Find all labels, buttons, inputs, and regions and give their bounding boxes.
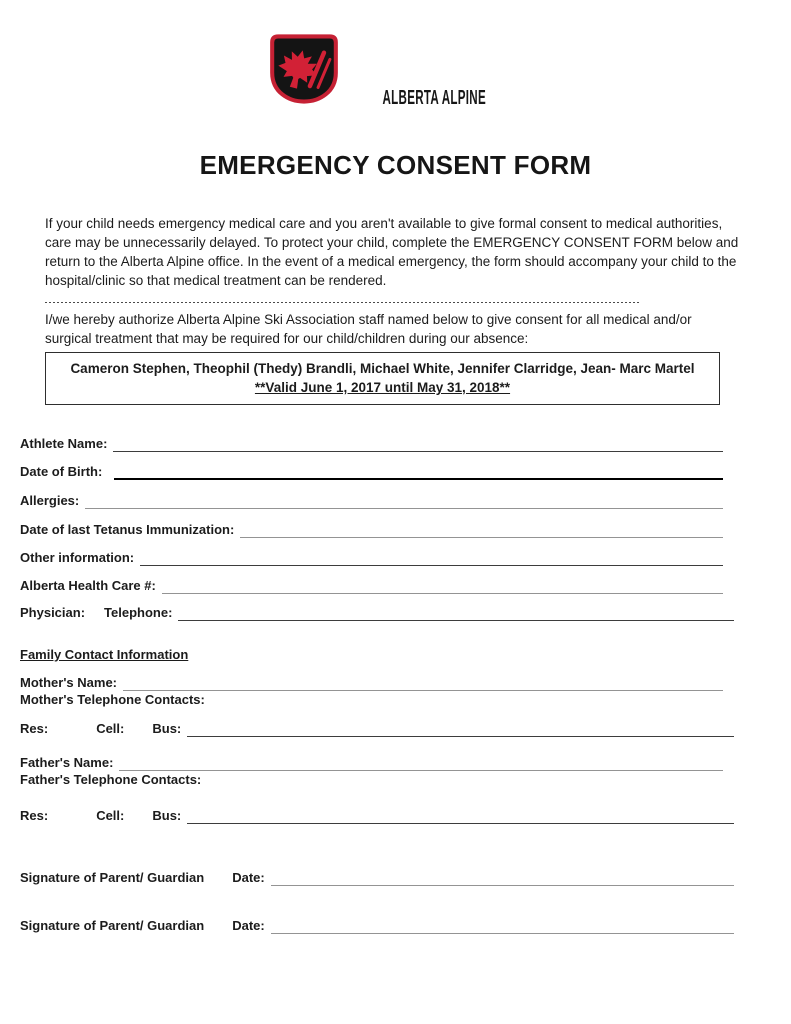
father-name-blank-line xyxy=(119,755,723,771)
date-label: Date: xyxy=(232,870,265,885)
allergies-label: Allergies: xyxy=(20,493,80,508)
bus-label: Bus: xyxy=(152,721,182,736)
alberta-alpine-logo xyxy=(0,0,791,109)
dashed-separator xyxy=(45,302,639,304)
allergies-blank-line xyxy=(85,493,723,509)
bus-label: Bus: xyxy=(152,808,182,823)
allergies-row xyxy=(20,492,723,509)
alberta-health-care-row xyxy=(20,577,723,594)
page-title: EMERGENCY CONSENT FORM xyxy=(199,150,592,180)
telephone-label: Telephone: xyxy=(104,605,173,620)
alberta-health-care-label: Alberta Health Care #: xyxy=(20,578,156,593)
staff-names: Cameron Stephen, Theophil (Thedy) Brandli, Michael White, Jennifer Clarridge, Jean- Marc Martel xyxy=(70,361,695,376)
res-label: Res: xyxy=(20,808,49,823)
date-of-birth-label: Date of Birth: xyxy=(20,464,103,479)
mother-res-cell-bus-row xyxy=(20,720,734,737)
date-label: Date: xyxy=(232,918,265,933)
athlete-name-row xyxy=(20,435,723,452)
father-res-cell-bus-row xyxy=(20,807,734,824)
date-of-birth-blank-line-2 xyxy=(114,463,723,480)
tetanus-label: Date of last Tetanus Immunization: xyxy=(20,522,235,537)
cell-label: Cell: xyxy=(96,808,125,823)
family-contact-heading-row xyxy=(20,646,723,663)
cell-label: Cell: xyxy=(96,721,125,736)
father-bus-blank-line xyxy=(187,808,734,824)
tetanus-row xyxy=(20,521,723,538)
family-contact-heading: Family Contact Information xyxy=(20,647,189,662)
mother-name-row xyxy=(20,674,723,691)
validity-dates: **Valid June 1, 2017 until May 31, 2018** xyxy=(254,380,511,395)
father-contacts-row xyxy=(20,771,723,788)
authorized-staff-box xyxy=(45,352,720,405)
alberta-alpine-shield-icon xyxy=(267,34,341,104)
signature-label: Signature of Parent/ Guardian xyxy=(20,870,205,885)
date-of-birth-row xyxy=(20,463,723,480)
date-blank-line-1 xyxy=(271,870,734,886)
intro-paragraph: If your child needs emergency medical care and you aren't available to give formal consent to medical authorities, care may be unnecessarily delayed. To protect your child, complete the EMERGENCY CONSENT FORM below and return to the Alberta Alpine office. In the event of a medical emergency, the form should accompany your child to the hospital/clinic so that medical treatment can be rendered. xyxy=(45,216,739,288)
father-contacts-label: Father's Telephone Contacts: xyxy=(20,772,202,787)
mother-bus-blank-line xyxy=(187,721,734,737)
alberta-health-care-blank-line xyxy=(162,578,723,594)
athlete-name-label: Athlete Name: xyxy=(20,436,108,451)
father-name-label: Father's Name: xyxy=(20,755,114,770)
mother-contacts-row xyxy=(20,691,723,708)
signature-label: Signature of Parent/ Guardian xyxy=(20,918,205,933)
physician-telephone-row xyxy=(20,604,734,621)
telephone-blank-line xyxy=(178,605,734,621)
athlete-name-blank-line xyxy=(113,436,723,452)
father-name-row xyxy=(20,754,723,771)
date-blank-line-2 xyxy=(271,918,734,934)
other-information-row xyxy=(20,549,723,566)
mother-name-label: Mother's Name: xyxy=(20,675,117,690)
physician-label: Physician: xyxy=(20,605,86,620)
mother-name-blank-line xyxy=(123,675,723,691)
other-information-label: Other information: xyxy=(20,550,135,565)
logo-wordmark: ALBERTA ALPINE xyxy=(382,87,487,109)
other-information-blank-line xyxy=(140,550,723,566)
authorization-paragraph: I/we hereby authorize Alberta Alpine Ski Association staff named below to give consent for all medical and/or surgical treatment that may be required for our child/children during our absence: xyxy=(45,312,692,346)
signature-row-1 xyxy=(20,869,734,886)
mother-contacts-label: Mother's Telephone Contacts: xyxy=(20,692,205,707)
res-label: Res: xyxy=(20,721,49,736)
tetanus-blank-line xyxy=(240,522,723,538)
signature-row-2 xyxy=(20,917,734,934)
